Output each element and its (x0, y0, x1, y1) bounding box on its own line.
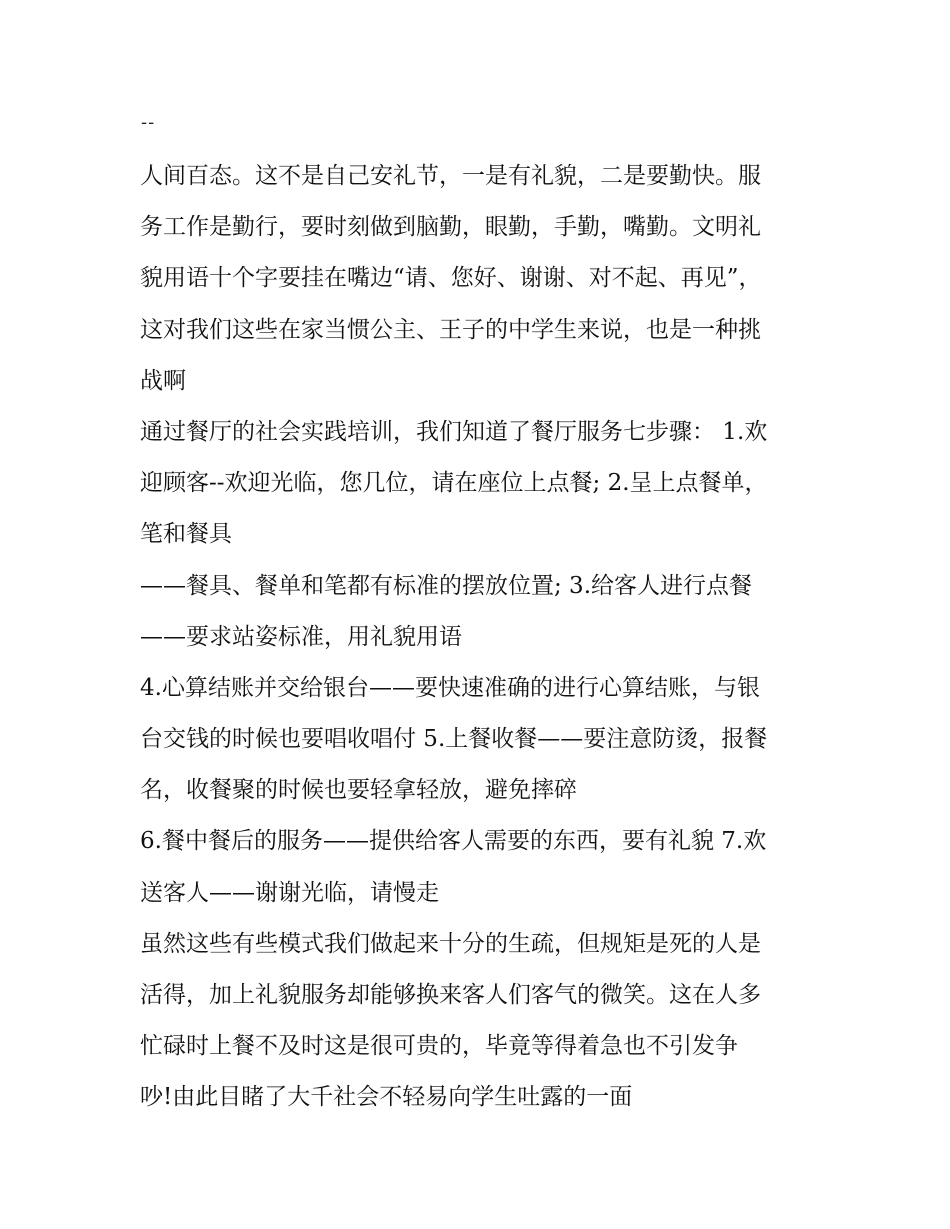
text-line: 通过餐厅的社会实践培训，我们知道了餐厅服务七步骤： 1.欢 (140, 418, 768, 445)
text-line: 6.餐中餐后的服务——提供给客人需要的东西，要有礼貌 7.欢 (140, 828, 767, 855)
text-line: 吵!由此目睹了大千社会不轻易向学生吐露的一面 (140, 1084, 633, 1111)
text-line: 送客人——谢谢光临，请慢走 (140, 879, 439, 906)
document-body (140, 151, 840, 1124)
text-line: 务工作是勤行，要时刻做到脑勤，眼勤，手勤，嘴勤。文明礼 (140, 214, 761, 241)
text-line: 台交钱的时候也要唱收唱付 5.上餐收餐——要注意防烫，报餐 (140, 726, 768, 753)
text-line: 这对我们这些在家当惯公主、王子的中学生来说，也是一种挑 (140, 316, 761, 343)
text-line: 貌用语十个字要挂在嘴边“请、您好、谢谢、对不起、再见”， (140, 265, 762, 292)
text-line: 迎顾客--欢迎光临，您几位，请在座位上点餐; 2.呈上点餐单， (140, 470, 768, 497)
text-line: 人间百态。这不是自己安礼节，一是有礼貌，二是要勤快。服 (140, 163, 761, 189)
text-line: 战啊 (140, 367, 186, 394)
text-line: 笔和餐具 (140, 521, 232, 548)
text-line: 名，收餐聚的时候也要轻拿轻放，避免摔碎 (140, 777, 577, 804)
text-line: 虽然这些有些模式我们做起来十分的生疏，但规矩是死的人是 (140, 930, 761, 957)
text-line: 忙碌时上餐不及时这是很可贵的，毕竟等得着急也不引发争 (140, 1033, 738, 1060)
text-line: 活得，加上礼貌服务却能够换来客人们客气的微笑。这在人多 (140, 982, 761, 1008)
text-line: 4.心算结账并交给银台——要快速准确的进行心算结账，与银 (140, 674, 760, 701)
text-line: ——餐具、餐单和笔都有标准的摆放位置; 3.给客人进行点餐 (140, 572, 753, 599)
text-line: ——要求站姿标准，用礼貌用语 (140, 623, 462, 650)
page-header-mark: -- (141, 112, 156, 133)
